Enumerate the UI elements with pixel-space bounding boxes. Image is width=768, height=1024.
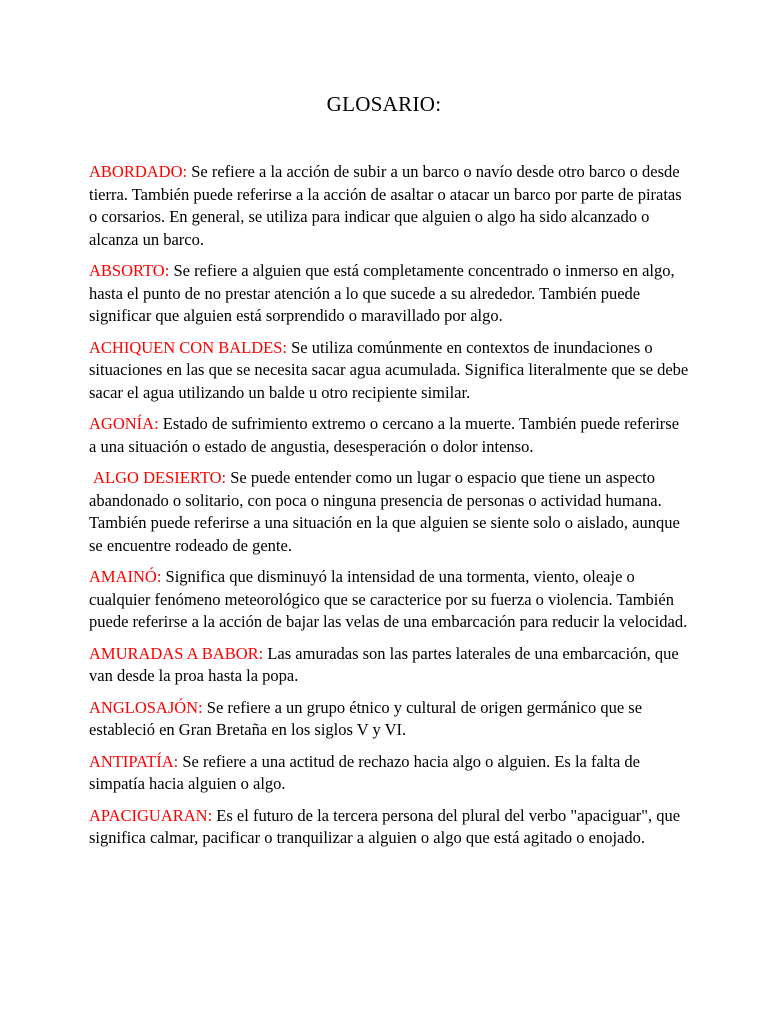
glossary-term: ABORDADO: [89,162,188,181]
glossary-definition: Las amuradas son las partes laterales de una embarcación, que van desde la proa hasta la popa. [89,643,679,685]
glossary-definition: Se refiere a la acción de subir a un barco o navío desde otro barco o desde tierra. También puede referirse a la acción de asaltar o atacar un barco por parte de piratas o corsarios. En general, se utiliza para indicar que alguien o algo ha sido alcanzado o alcanza un barco. [89,162,682,249]
glossary-entry [89,751,689,796]
glossary-entry [89,805,689,850]
glossary-term: ACHIQUEN CON BALDES: [89,337,287,357]
glossary-entry [89,413,689,458]
page-title: GLOSARIO: [326,92,442,116]
glossary-term: AMAINÓ: [89,567,162,586]
glossary-entry [89,643,689,688]
glossary-definition: Se utiliza comúnmente en contextos de inundaciones o situaciones en las que se necesita sacar agua acumulada. Significa literalmente que se debe sacar el agua utilizando un balde u otro recipiente similar. [89,337,689,402]
glossary-definition: Significa que disminuyó la intensidad de una tormenta, viento, oleaje o cualquier fenómeno meteorológico que se caracterice por su fuerza o violencia. También puede referirse a la acción de bajar las velas de una embarcación para reducir la velocidad. [89,567,688,631]
glossary-entry [89,260,689,328]
glossary-entry [89,337,689,405]
glossary-entry [89,467,689,557]
glossary-term: ANTIPATÍA: [89,751,179,771]
glossary-term: ALGO DESIERTO: [93,468,227,487]
glossary-entry [89,566,689,634]
glossary-entry [89,697,689,742]
glossary-term: AMURADAS A BABOR: [89,643,264,663]
glossary-term: ANGLOSAJÓN: [89,697,203,717]
glossary-definition: Se refiere a alguien que está completamente concentrado o inmerso en algo, hasta el punto de no prestar atención a lo que sucede a su alrededor. También puede significar que alguien está sorprendido o maravillado por algo. [89,261,675,325]
glossary-term: AGONÍA: [89,414,159,433]
glossary-definition: Estado de sufrimiento extremo o cercano a la muerte. También puede referirse a una situación o estado de angustia, desesperación o dolor intenso. [89,414,680,456]
glossary-definition: Se refiere a un grupo étnico y cultural de origen germánico que se estableció en Gran Bretaña en los siglos V y VI. [89,697,643,739]
glossary-definition: Es el futuro de la tercera persona del plural del verbo "apaciguar", que significa calmar, pacificar o tranquilizar a alguien o algo que está agitado o enojado. [89,805,681,847]
glossary-term: APACIGUARAN: [89,805,213,825]
glossary-definition: Se puede entender como un lugar o espacio que tiene un aspecto abandonado o solitario, con poca o ninguna presencia de personas o actividad humana. También puede referirse a una situación en la que alguien se siente solo o aislado, aunque se encuentre rodeado de gente. [89,468,680,555]
glossary-list [89,161,689,859]
glossary-entry [89,161,689,251]
glossary-term: ABSORTO: [89,261,170,280]
glossary-definition: Se refiere a una actitud de rechazo hacia algo o alguien. Es la falta de simpatía hacia alguien o algo. [89,751,641,793]
